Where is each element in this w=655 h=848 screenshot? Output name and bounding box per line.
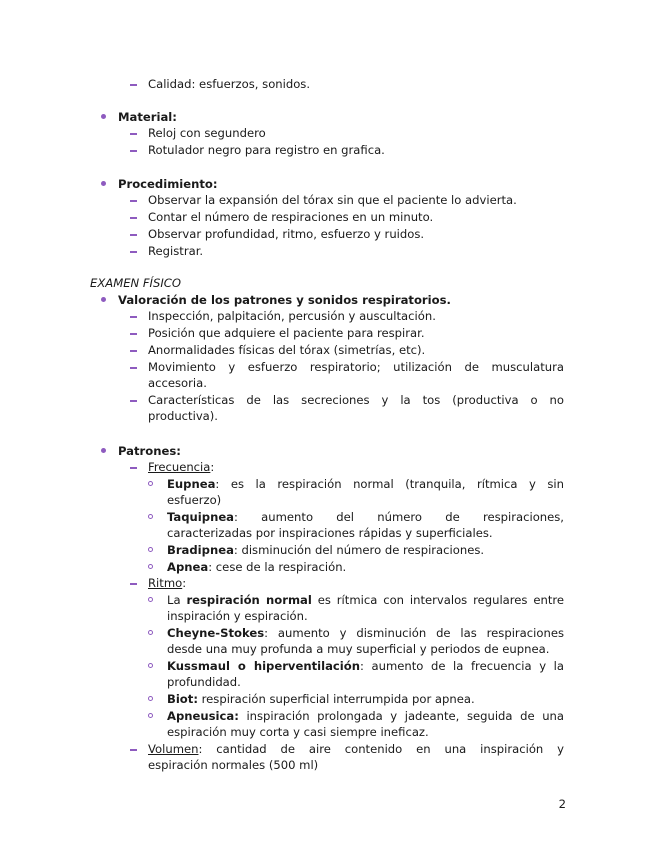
definition-respiracion-normal [167, 592, 564, 608]
list-item: Posición que adquiere el paciente para respirar. [148, 326, 425, 340]
dash-bullet-icon [130, 333, 137, 335]
list-item: Contar el número de respiraciones en un minuto. [148, 210, 434, 224]
page-number: 2 [558, 797, 566, 811]
ring-bullet-icon [148, 564, 153, 569]
section-heading-procedimiento: Procedimiento: [118, 177, 218, 191]
definition-continuation: esfuerzo) [167, 493, 222, 507]
dash-bullet-icon [130, 200, 137, 202]
dash-bullet-icon [130, 251, 137, 253]
term-biot: Biot: [167, 692, 198, 706]
ring-bullet-icon [148, 481, 153, 486]
list-item: Observar la expansión del tórax sin que el paciente lo advierta. [148, 193, 517, 207]
dash-bullet-icon [130, 367, 137, 369]
definition-text: : aumento y disminución de las respiraciones [264, 626, 564, 640]
definition-taquipnea [167, 509, 564, 525]
dash-bullet-icon [130, 150, 137, 152]
dash-bullet-icon [130, 316, 137, 318]
list-item-continuation: accesoria. [148, 376, 207, 390]
definition-text: inspiración prolongada y jadeante, seguida de una [238, 709, 564, 723]
definition-cheyne-stokes [167, 625, 564, 641]
ring-bullet-icon [148, 663, 153, 668]
list-item: Calidad: esfuerzos, sonidos. [148, 77, 311, 91]
frecuencia-label: Frecuencia [148, 460, 211, 474]
dash-bullet-icon [130, 400, 137, 402]
term-respiracion-normal: respiración normal [186, 593, 312, 607]
list-item: Reloj con segundero [148, 126, 266, 140]
dash-bullet-icon [130, 749, 137, 751]
term-cheyne-stokes: Cheyne-Stokes [167, 626, 265, 640]
dash-bullet-icon [130, 583, 137, 585]
definition-kussmaul [167, 658, 564, 674]
circle-bullet-icon [101, 297, 106, 302]
definition-continuation: espiración normales (500 ml) [148, 758, 319, 772]
circle-bullet-icon [101, 448, 106, 453]
definition-apnea [167, 559, 346, 575]
definition-eupnea [167, 476, 564, 492]
list-item-continuation: productiva). [148, 409, 218, 423]
list-item: Observar profundidad, ritmo, esfuerzo y ruidos. [148, 227, 425, 241]
ring-bullet-icon [148, 547, 153, 552]
term-kussmaul: Kussmaul o hiperventilación [167, 659, 360, 673]
list-item: Movimiento y esfuerzo respiratorio; utilización de musculatura [148, 360, 564, 374]
dash-bullet-icon [130, 350, 137, 352]
section-heading-patrones: Patrones: [118, 444, 181, 458]
ritmo-colon: : [182, 576, 187, 590]
dash-bullet-icon [130, 234, 137, 236]
volumen-label: Volumen [148, 742, 199, 756]
subheading-ritmo [148, 575, 186, 591]
circle-bullet-icon [101, 181, 106, 186]
definition-text: : es la respiración normal (tranquila, rítmica y sin [215, 477, 564, 491]
definition-prefix: La [167, 593, 187, 607]
ring-bullet-icon [148, 597, 153, 602]
term-bradipnea: Bradipnea [167, 543, 234, 557]
dash-bullet-icon [130, 84, 137, 86]
definition-biot [167, 691, 475, 707]
definition-continuation: espiración muy corta y casi siempre ineficaz. [167, 725, 429, 739]
list-item: Inspección, palpitación, percusión y auscultación. [148, 309, 436, 323]
list-item: Registrar. [148, 244, 204, 258]
definition-text: : cese de la respiración. [208, 560, 347, 574]
dash-bullet-icon [130, 467, 137, 469]
definition-text: : aumento del número de respiraciones, [234, 510, 564, 524]
subheading-frecuencia [148, 459, 214, 475]
definition-continuation: profundidad. [167, 675, 241, 689]
list-item: Rotulador negro para registro en grafica. [148, 143, 385, 157]
frecuencia-colon: : [210, 460, 215, 474]
dash-bullet-icon [130, 217, 137, 219]
ring-bullet-icon [148, 514, 153, 519]
dash-bullet-icon [130, 133, 137, 135]
ring-bullet-icon [148, 630, 153, 635]
list-item: Características de las secreciones y la tos (productiva o no [148, 393, 564, 407]
definition-volumen [148, 741, 564, 757]
definition-text: : cantidad de aire contenido en una inspiración y [198, 742, 564, 756]
definition-text: es rítmica con intervalos regulares entre [311, 593, 565, 607]
definition-text: : disminución del número de respiraciones. [233, 543, 485, 557]
definition-bradipnea [167, 542, 484, 558]
ring-bullet-icon [148, 713, 153, 718]
term-eupnea: Eupnea [167, 477, 216, 491]
definition-apneusica [167, 708, 564, 724]
circle-bullet-icon [101, 114, 106, 119]
section-title-examen-fisico: EXAMEN FÍSICO [90, 276, 181, 290]
term-apneusica: Apneusica: [167, 709, 239, 723]
ring-bullet-icon [148, 696, 153, 701]
term-apnea: Apnea [167, 560, 209, 574]
definition-continuation: caracterizadas por inspiraciones rápidas y superficiales. [167, 526, 493, 540]
definition-text: : aumento de la frecuencia y la [360, 659, 564, 673]
section-heading-valoracion: Valoración de los patrones y sonidos respiratorios. [118, 293, 451, 307]
ritmo-label: Ritmo [148, 576, 183, 590]
list-item: Anormalidades físicas del tórax (simetrías, etc). [148, 343, 426, 357]
definition-continuation: inspiración y espiración. [167, 609, 308, 623]
definition-continuation: desde una muy profunda a muy superficial y periodos de eupnea. [167, 642, 550, 656]
term-taquipnea: Taquipnea [167, 510, 235, 524]
section-heading-material: Material: [118, 110, 177, 124]
definition-text: respiración superficial interrumpida por apnea. [197, 692, 475, 706]
